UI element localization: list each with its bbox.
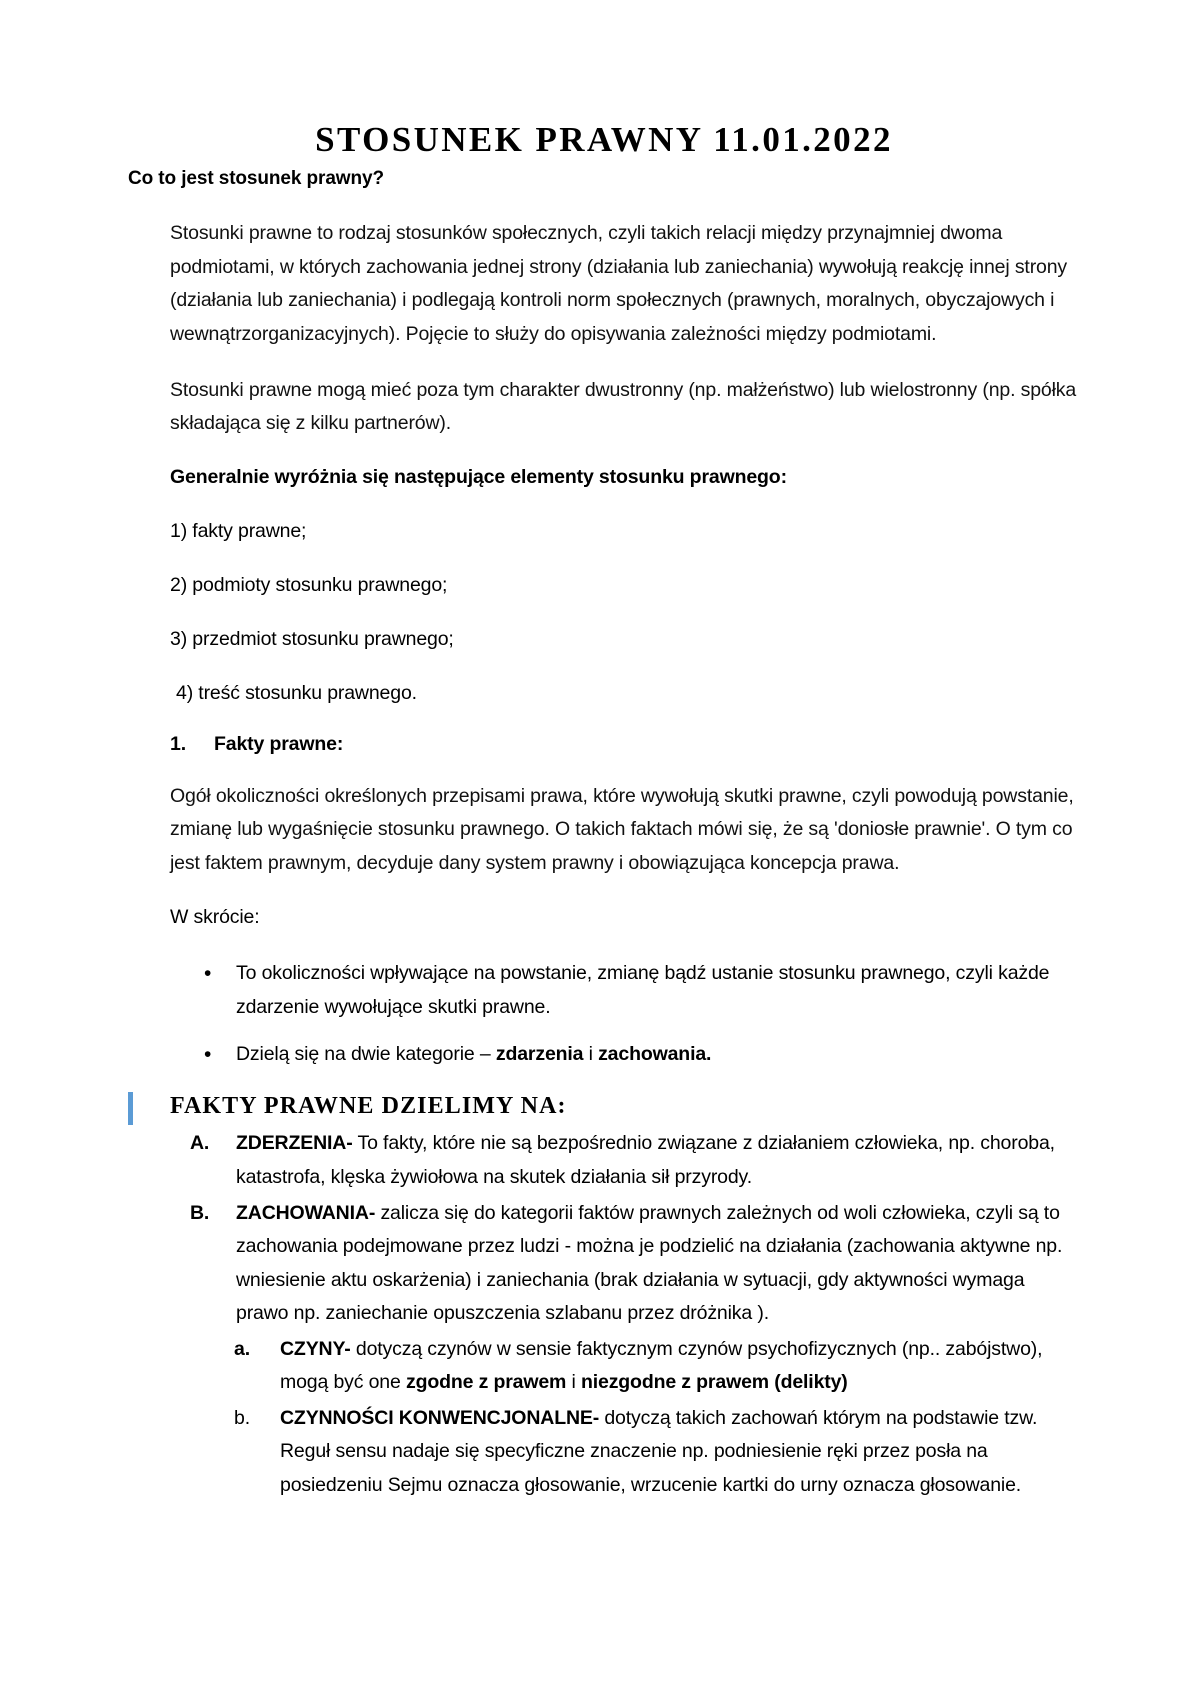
- division-heading: FAKTY PRAWNE DZIELIMY NA:: [170, 1092, 567, 1119]
- element-list-item-3: 3) przedmiot stosunku prawnego;: [170, 628, 454, 651]
- list-item: [226, 1402, 1080, 1503]
- list-text: zalicza się do kategorii faktów prawnych zależnych od woli człowieka, czyli są to zachowania podejmowane przez ludzi - można je podzielić na działania (zachowania aktywne np. wniesienie aktu oskarżenia) i zaniechania (brak działania w sytuacji, gdy aktywności wymaga prawo np. zaniechanie opuszczenia szlabanu przez dróżnika ).: [236, 1201, 1063, 1325]
- page-title: STOSUNEK PRAWNY 11.01.2022: [315, 120, 893, 159]
- element-list-item-4: 4) treść stosunku prawnego.: [176, 682, 417, 705]
- sublist-term: CZYNY-: [280, 1337, 351, 1360]
- fakty-bullet-list: [170, 957, 1080, 1072]
- list-item: [200, 957, 1080, 1024]
- division-sublist: [170, 1333, 1080, 1503]
- w-skrocie-label: W skrócie:: [170, 906, 260, 929]
- list-term: ZACHOWANIA-: [236, 1201, 376, 1224]
- list-item: [178, 1197, 1080, 1331]
- paragraph-fakty-definition: Ogół okoliczności określonych przepisami prawa, które wywołują skutki prawne, czyli powodują powstanie, zmianę lub wygaśnięcie stosunku prawnego. O takich faktach mówi się, że są 'doniosłe prawnie'. O tym co jest faktem prawnym, decyduje dany system prawny i obowiązująca koncepcja prawa.: [170, 784, 1074, 874]
- sublist-text: dotyczą takich zachowań którym na podstawie tzw. Reguł sensu nadaje się specyficzne znaczenie np. podniesienie ręki przez posła na posiedzeniu Sejmu oznacza głosowanie, wrzucenie kartki do urny oznacza głosowanie.: [280, 1406, 1038, 1496]
- fakty-prawne-marker: 1.: [170, 732, 186, 755]
- bullet-text: Dzielą się na dwie kategorie –: [236, 1043, 496, 1066]
- list-item: [200, 1038, 1080, 1072]
- sublist-term: CZYNNOŚCI KONWENCJONALNE-: [280, 1406, 600, 1429]
- sublist-text: dotyczą czynów w sensie faktycznym czynów psychofizycznych (np.. zabójstwo), mogą być one: [280, 1337, 1043, 1394]
- bullet-text: To okoliczności wpływające na powstanie, zmianę bądź ustanie stosunku prawnego, czyli każde zdarzenie wywołujące skutki prawne.: [236, 962, 1050, 1018]
- fakty-prawne-heading: [170, 733, 1080, 756]
- paragraph-definition: Stosunki prawne to rodzaj stosunków społecznych, czyli takich relacji między przynajmniej dwoma podmiotami, w których zachowania jednej strony (działania lub zaniechania) wywołują reakcję innej strony (działania lub zaniechania) i podlegają kontroli norm społecznych (prawnych, moralnych, obyczajowych i wewnątrzorganizacyjnych). Pojęcie to służy do opisywania zależności między podmiotami.: [170, 222, 1068, 345]
- lead-question: Co to jest stosunek prawny?: [128, 167, 384, 189]
- element-list-item-1: 1) fakty prawne;: [170, 519, 307, 542]
- sublist-marker: b.: [234, 1406, 250, 1429]
- list-marker: A.: [190, 1132, 210, 1155]
- list-item: [178, 1127, 1080, 1194]
- sublist-emphasis-2: niezgodne z prawem (delikty): [580, 1371, 848, 1394]
- element-list-item-2: 2) podmioty stosunku prawnego;: [170, 573, 448, 596]
- list-marker: B.: [190, 1201, 210, 1224]
- bullet-emphasis-1: zdarzenia: [495, 1043, 584, 1066]
- division-list: [170, 1127, 1080, 1330]
- division-section-header: [128, 1090, 1080, 1124]
- elements-heading: Generalnie wyróżnia się następujące elementy stosunku prawnego:: [170, 465, 787, 488]
- sublist-marker: a.: [234, 1337, 250, 1360]
- sublist-emphasis-1: zgodne z prawem: [405, 1371, 567, 1394]
- bullet-text-middle: i: [583, 1043, 599, 1066]
- document-body: [128, 217, 1080, 1502]
- fakty-prawne-label: Fakty prawne:: [214, 732, 344, 755]
- bullet-emphasis-2: zachowania.: [598, 1043, 712, 1066]
- list-item: [226, 1333, 1080, 1400]
- sublist-text-middle: i: [566, 1371, 581, 1394]
- list-term: ZDERZENIA-: [236, 1132, 353, 1155]
- list-text: To fakty, które nie są bezpośrednio związane z działaniem człowieka, np. choroba, katastrofa, klęska żywiołowa na skutek działania sił przyrody.: [236, 1132, 1055, 1189]
- paragraph-character: Stosunki prawne mogą mieć poza tym charakter dwustronny (np. małżeństwo) lub wielostronny (np. spółka składająca się z kilku partnerów).: [170, 378, 1077, 435]
- accent-bar-icon: [128, 1092, 133, 1125]
